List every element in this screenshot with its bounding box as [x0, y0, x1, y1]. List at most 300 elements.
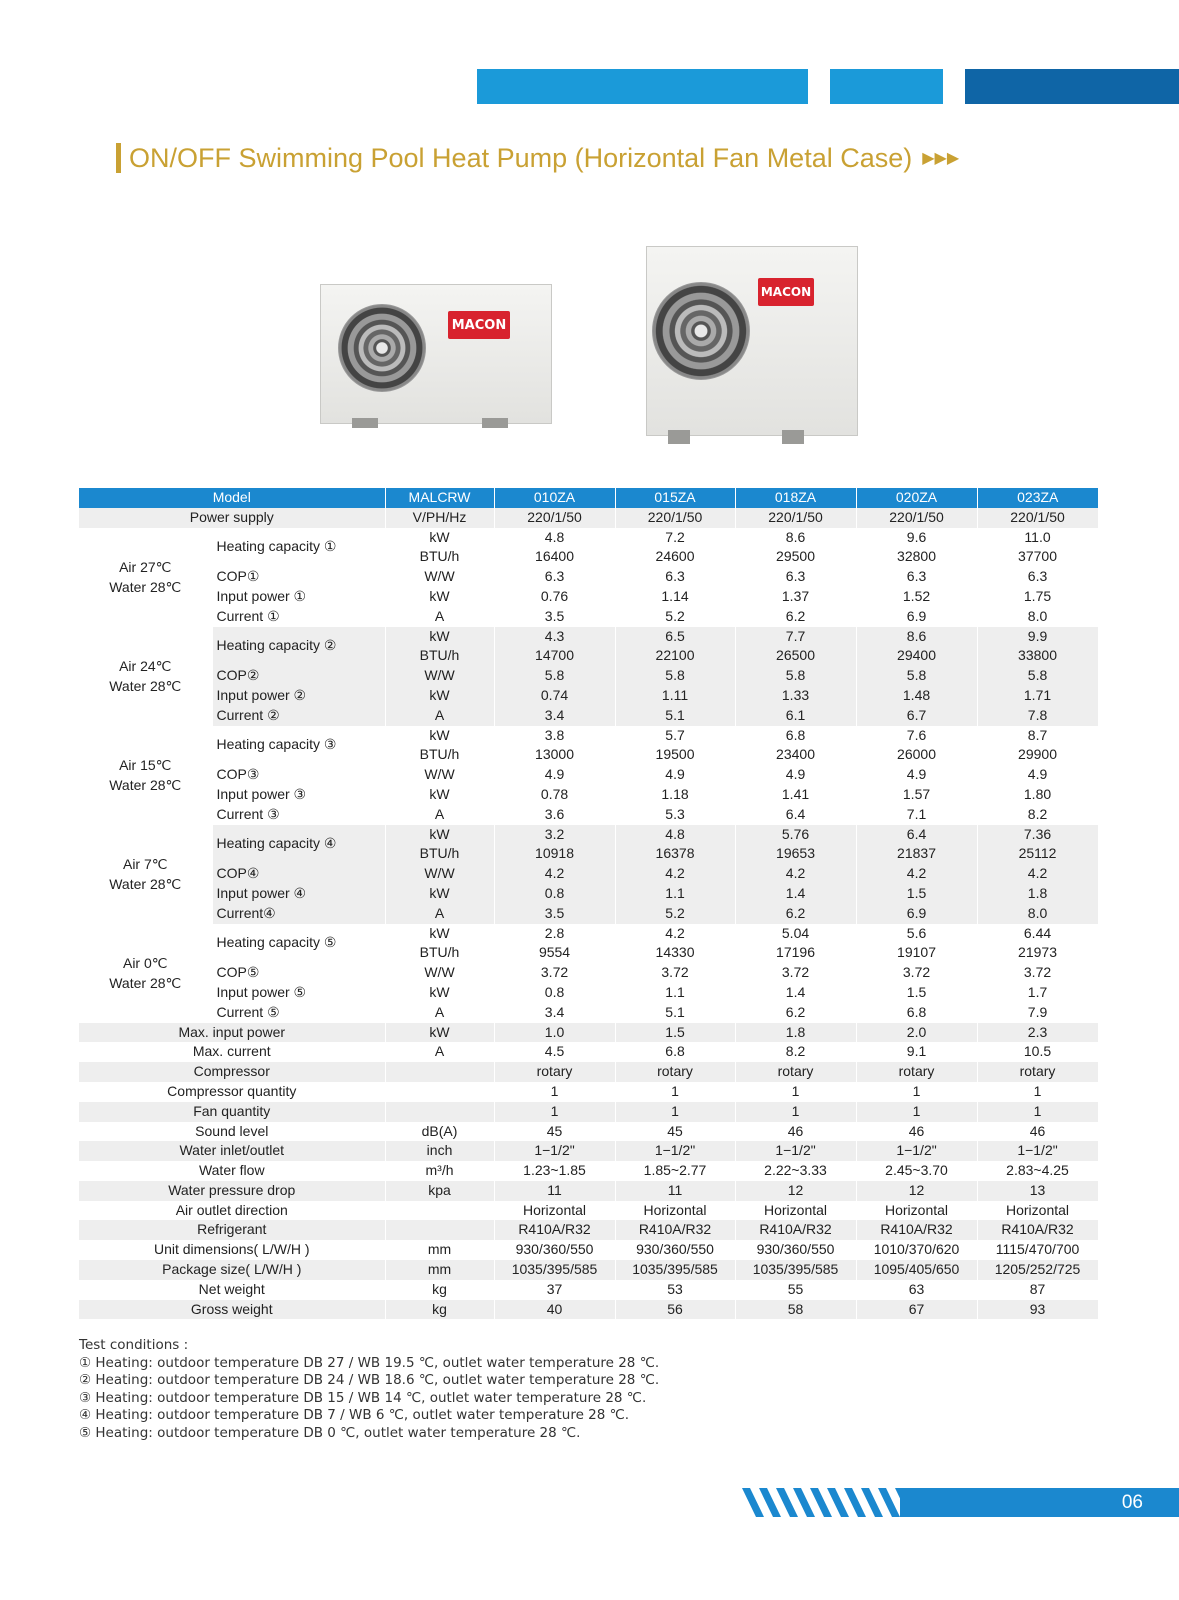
table-cell: 6.8	[856, 1003, 977, 1023]
table-cell: 6.8	[615, 1042, 735, 1062]
row-label: Max. current	[79, 1042, 385, 1062]
table-cell: 2.83~4.25	[977, 1161, 1098, 1181]
note-line: ④ Heating: outdoor temperature DB 7 / WB 6 ℃, outlet water temperature 28 ℃.	[79, 1407, 630, 1424]
table-cell: 3.8	[494, 726, 615, 746]
table-cell: 1.18	[615, 785, 735, 805]
table-cell: 14700	[494, 646, 615, 666]
header-model: Model	[79, 488, 385, 508]
table-cell: 8.6	[856, 627, 977, 647]
table-cell: 6.3	[735, 567, 856, 587]
table-cell: 6.2	[735, 607, 856, 627]
row-unit: W/W	[385, 963, 494, 983]
table-cell: 0.8	[494, 983, 615, 1003]
table-cell: 8.0	[977, 904, 1098, 924]
table-cell: 40	[494, 1300, 615, 1320]
item-label: COP④	[212, 864, 385, 884]
table-cell: 4.9	[856, 765, 977, 785]
table-cell: 4.3	[494, 627, 615, 647]
row-unit: A	[385, 706, 494, 726]
table-cell: 12	[856, 1181, 977, 1201]
page-number-bar	[900, 1488, 1179, 1517]
table-row	[79, 607, 1098, 627]
table-cell: 26500	[735, 646, 856, 666]
table-row	[79, 627, 1098, 647]
table-cell: 220/1/50	[977, 508, 1098, 528]
row-unit: kW	[385, 785, 494, 805]
title-arrows-icon: ▶▶▶	[922, 150, 960, 167]
table-cell: 1035/395/585	[615, 1260, 735, 1280]
table-row	[79, 904, 1098, 924]
table-cell: 3.5	[494, 904, 615, 924]
table-cell: 1.75	[977, 587, 1098, 607]
condition-cell	[79, 924, 212, 1023]
table-cell: Horizontal	[856, 1201, 977, 1221]
table-cell: 5.8	[856, 666, 977, 686]
row-label: Water flow	[79, 1161, 385, 1181]
table-cell: 3.72	[615, 963, 735, 983]
item-label: Input power ①	[212, 587, 385, 607]
table-cell: 1−1/2"	[977, 1141, 1098, 1161]
row-unit: kW	[385, 686, 494, 706]
table-row	[79, 1240, 1098, 1260]
table-cell: 9.1	[856, 1042, 977, 1062]
row-unit: W/W	[385, 864, 494, 884]
condition-air: Air 24℃	[119, 658, 172, 675]
row-unit: kpa	[385, 1181, 494, 1201]
row-label: Power supply	[79, 508, 385, 528]
table-cell: 46	[856, 1122, 977, 1142]
table-cell: 1.5	[856, 884, 977, 904]
table-cell: 5.8	[977, 666, 1098, 686]
table-cell: 25112	[977, 844, 1098, 864]
table-cell: rotary	[977, 1062, 1098, 1082]
table-cell: 1.48	[856, 686, 977, 706]
table-cell: 1.4	[735, 983, 856, 1003]
table-cell: 220/1/50	[615, 508, 735, 528]
table-cell: 17196	[735, 943, 856, 963]
table-cell: 1	[494, 1102, 615, 1122]
table-cell: 26000	[856, 745, 977, 765]
row-unit: A	[385, 607, 494, 627]
table-cell: 7.2	[615, 528, 735, 548]
table-row	[79, 1122, 1098, 1142]
row-unit: BTU/h	[385, 943, 494, 963]
row-unit: kg	[385, 1300, 494, 1320]
row-unit	[385, 1102, 494, 1122]
table-cell: 1	[735, 1082, 856, 1102]
table-row	[79, 567, 1098, 587]
table-row	[79, 1161, 1098, 1181]
row-label: Net weight	[79, 1280, 385, 1300]
row-unit: kW	[385, 884, 494, 904]
header-015za: 015ZA	[615, 488, 735, 508]
fan-grille-icon	[652, 282, 750, 380]
item-label: Input power ③	[212, 785, 385, 805]
table-cell: 8.6	[735, 528, 856, 548]
condition-cell	[79, 726, 212, 825]
condition-water: Water 28℃	[109, 777, 182, 794]
table-cell: 1205/252/725	[977, 1260, 1098, 1280]
table-cell: 1.7	[977, 983, 1098, 1003]
table-cell: 9554	[494, 943, 615, 963]
table-cell: 5.2	[615, 607, 735, 627]
item-label: COP⑤	[212, 963, 385, 983]
table-cell: 2.3	[977, 1023, 1098, 1043]
table-cell: 5.8	[494, 666, 615, 686]
row-unit: BTU/h	[385, 646, 494, 666]
table-cell: 220/1/50	[856, 508, 977, 528]
table-cell: 11	[494, 1181, 615, 1201]
condition-water: Water 28℃	[109, 876, 182, 893]
table-cell: 37	[494, 1280, 615, 1300]
table-cell: 4.9	[615, 765, 735, 785]
item-label: Input power ④	[212, 884, 385, 904]
condition-air: Air 27℃	[119, 559, 172, 576]
table-row	[79, 1220, 1098, 1240]
row-unit: inch	[385, 1141, 494, 1161]
table-cell: 7.6	[856, 726, 977, 746]
row-label: Unit dimensions( L/W/H )	[79, 1240, 385, 1260]
table-cell: 3.72	[856, 963, 977, 983]
header-023za: 023ZA	[977, 488, 1098, 508]
condition-air: Air 7℃	[122, 856, 168, 873]
table-cell: 19500	[615, 745, 735, 765]
table-cell: 32800	[856, 547, 977, 567]
table-cell: R410A/R32	[615, 1220, 735, 1240]
table-cell: 1	[977, 1082, 1098, 1102]
table-cell: R410A/R32	[494, 1220, 615, 1240]
table-cell: 1.33	[735, 686, 856, 706]
table-cell: 63	[856, 1280, 977, 1300]
table-cell: 6.2	[735, 904, 856, 924]
row-unit: kW	[385, 627, 494, 647]
page-title	[116, 142, 959, 174]
table-cell: rotary	[856, 1062, 977, 1082]
table-cell: 1.14	[615, 587, 735, 607]
table-cell: Horizontal	[977, 1201, 1098, 1221]
table-cell: 8.2	[735, 1042, 856, 1062]
table-cell: 4.8	[615, 825, 735, 845]
table-cell: 5.76	[735, 825, 856, 845]
table-cell: 53	[615, 1280, 735, 1300]
row-label: Air outlet direction	[79, 1201, 385, 1221]
table-cell: 67	[856, 1300, 977, 1320]
table-cell: 6.5	[615, 627, 735, 647]
row-unit: A	[385, 1042, 494, 1062]
table-row	[79, 666, 1098, 686]
table-cell: Horizontal	[735, 1201, 856, 1221]
table-cell: 6.3	[615, 567, 735, 587]
table-cell: 87	[977, 1280, 1098, 1300]
table-cell: 6.1	[735, 706, 856, 726]
table-cell: 4.9	[494, 765, 615, 785]
table-cell: 6.9	[856, 904, 977, 924]
brand-badge: MACON	[758, 278, 814, 306]
table-row	[79, 726, 1098, 746]
table-cell: 1	[494, 1082, 615, 1102]
row-unit: BTU/h	[385, 745, 494, 765]
table-cell: 2.0	[856, 1023, 977, 1043]
table-cell: 0.74	[494, 686, 615, 706]
row-label: Refrigerant	[79, 1220, 385, 1240]
table-cell: 5.1	[615, 1003, 735, 1023]
row-unit: dB(A)	[385, 1122, 494, 1142]
item-label: Heating capacity ④	[212, 825, 385, 865]
header-bar-middle	[830, 69, 943, 104]
table-cell: Horizontal	[494, 1201, 615, 1221]
row-unit	[385, 1062, 494, 1082]
table-cell: 5.3	[615, 805, 735, 825]
table-cell: rotary	[615, 1062, 735, 1082]
table-cell: 1−1/2"	[856, 1141, 977, 1161]
table-row	[79, 1082, 1098, 1102]
table-cell: 5.8	[615, 666, 735, 686]
table-cell: 4.9	[977, 765, 1098, 785]
table-cell: 9.9	[977, 627, 1098, 647]
table-cell: 930/360/550	[615, 1240, 735, 1260]
table-cell: 16378	[615, 844, 735, 864]
table-row	[79, 686, 1098, 706]
item-label: COP③	[212, 765, 385, 785]
table-cell: 13000	[494, 745, 615, 765]
row-unit: mm	[385, 1260, 494, 1280]
table-cell: 46	[735, 1122, 856, 1142]
row-unit: BTU/h	[385, 844, 494, 864]
table-cell: 1.8	[977, 884, 1098, 904]
product-image-horizontal-unit	[320, 284, 552, 444]
table-row	[79, 864, 1098, 884]
table-cell: 1.1	[615, 884, 735, 904]
row-label: Compressor quantity	[79, 1082, 385, 1102]
table-cell: 3.5	[494, 607, 615, 627]
header-series: MALCRW	[385, 488, 494, 508]
table-cell: 3.72	[494, 963, 615, 983]
row-unit: W/W	[385, 666, 494, 686]
table-cell: 11	[615, 1181, 735, 1201]
table-row	[79, 587, 1098, 607]
table-cell: 7.1	[856, 805, 977, 825]
table-cell: 9.6	[856, 528, 977, 548]
table-cell: Horizontal	[615, 1201, 735, 1221]
table-cell: 1.37	[735, 587, 856, 607]
table-cell: 3.72	[735, 963, 856, 983]
table-row	[79, 785, 1098, 805]
table-cell: 1.85~2.77	[615, 1161, 735, 1181]
condition-air: Air 15℃	[119, 757, 172, 774]
item-label: Heating capacity ②	[212, 627, 385, 667]
row-label: Compressor	[79, 1062, 385, 1082]
item-label: Input power ⑤	[212, 983, 385, 1003]
condition-water: Water 28℃	[109, 678, 182, 695]
table-row	[79, 963, 1098, 983]
table-cell: 6.4	[856, 825, 977, 845]
table-cell: 1.4	[735, 884, 856, 904]
table-cell: 1	[615, 1082, 735, 1102]
table-cell: 930/360/550	[735, 1240, 856, 1260]
table-row	[79, 765, 1098, 785]
table-cell: 11.0	[977, 528, 1098, 548]
table-cell: 7.9	[977, 1003, 1098, 1023]
header-bar-right	[965, 69, 1179, 104]
table-cell: R410A/R32	[977, 1220, 1098, 1240]
row-unit: kW	[385, 983, 494, 1003]
table-cell: 0.76	[494, 587, 615, 607]
row-unit: mm	[385, 1240, 494, 1260]
table-cell: 1.11	[615, 686, 735, 706]
table-cell: 1.23~1.85	[494, 1161, 615, 1181]
note-line: ② Heating: outdoor temperature DB 24 / WB 18.6 ℃, outlet water temperature 28 ℃.	[79, 1372, 660, 1389]
table-row	[79, 884, 1098, 904]
header-018za: 018ZA	[735, 488, 856, 508]
table-cell: 1.41	[735, 785, 856, 805]
note-line: ⑤ Heating: outdoor temperature DB 0 ℃, outlet water temperature 28 ℃.	[79, 1424, 581, 1441]
table-cell: 1035/395/585	[494, 1260, 615, 1280]
table-cell: 7.8	[977, 706, 1098, 726]
table-cell: 1.1	[615, 983, 735, 1003]
table-cell: 8.0	[977, 607, 1098, 627]
table-cell: 7.36	[977, 825, 1098, 845]
table-cell: 5.6	[856, 924, 977, 944]
table-row	[79, 1201, 1098, 1221]
row-unit: A	[385, 904, 494, 924]
table-row	[79, 1260, 1098, 1280]
table-row	[79, 1280, 1098, 1300]
table-cell: 55	[735, 1280, 856, 1300]
table-cell: 4.9	[735, 765, 856, 785]
page-number: 06	[1121, 1492, 1143, 1513]
row-unit: kW	[385, 587, 494, 607]
spec-table	[79, 488, 1099, 1319]
table-row	[79, 1003, 1098, 1023]
table-cell: 45	[494, 1122, 615, 1142]
table-cell: 1115/470/700	[977, 1240, 1098, 1260]
table-cell: 5.7	[615, 726, 735, 746]
table-cell: 4.2	[977, 864, 1098, 884]
table-cell: 5.8	[735, 666, 856, 686]
decorative-stripes	[742, 1488, 922, 1517]
table-cell: 45	[615, 1122, 735, 1142]
table-row	[79, 983, 1098, 1003]
title-accent-bar	[116, 143, 121, 173]
table-cell: 8.2	[977, 805, 1098, 825]
product-image-vertical-unit	[646, 246, 858, 446]
table-cell: 21837	[856, 844, 977, 864]
table-cell: 1−1/2"	[615, 1141, 735, 1161]
table-cell: 930/360/550	[494, 1240, 615, 1260]
table-cell: 24600	[615, 547, 735, 567]
table-cell: 4.2	[494, 864, 615, 884]
table-cell: 1.0	[494, 1023, 615, 1043]
row-label: Max. input power	[79, 1023, 385, 1043]
table-cell: 12	[735, 1181, 856, 1201]
table-cell: 19653	[735, 844, 856, 864]
table-cell: 6.9	[856, 607, 977, 627]
table-cell: 5.2	[615, 904, 735, 924]
row-unit: A	[385, 805, 494, 825]
table-cell: 14330	[615, 943, 735, 963]
row-unit: W/W	[385, 765, 494, 785]
table-cell: 7.7	[735, 627, 856, 647]
table-cell: 220/1/50	[494, 508, 615, 528]
title-text: ON/OFF Swimming Pool Heat Pump (Horizontal Fan Metal Case)	[129, 142, 913, 173]
table-cell: 8.7	[977, 726, 1098, 746]
row-unit: m³/h	[385, 1161, 494, 1181]
table-cell: 1−1/2"	[735, 1141, 856, 1161]
table-row	[79, 924, 1098, 944]
item-label: COP①	[212, 567, 385, 587]
table-cell: 6.4	[735, 805, 856, 825]
condition-water: Water 28℃	[109, 579, 182, 596]
table-row	[79, 1102, 1098, 1122]
row-unit: kW	[385, 1023, 494, 1043]
table-cell: 10.5	[977, 1042, 1098, 1062]
table-cell: rotary	[494, 1062, 615, 1082]
table-cell: 5.04	[735, 924, 856, 944]
item-label: Heating capacity ①	[212, 528, 385, 568]
table-cell: 1095/405/650	[856, 1260, 977, 1280]
table-row	[79, 1300, 1098, 1320]
table-cell: 2.45~3.70	[856, 1161, 977, 1181]
row-unit: A	[385, 1003, 494, 1023]
table-cell: 22100	[615, 646, 735, 666]
condition-cell	[79, 528, 212, 627]
item-label: Input power ②	[212, 686, 385, 706]
table-cell: 33800	[977, 646, 1098, 666]
row-unit: kW	[385, 924, 494, 944]
row-unit	[385, 1201, 494, 1221]
table-cell: 3.4	[494, 1003, 615, 1023]
item-label: Current ①	[212, 607, 385, 627]
notes-heading: Test conditions :	[79, 1337, 189, 1353]
header-bar-left	[477, 69, 808, 104]
table-cell: 1.57	[856, 785, 977, 805]
fan-grille-icon	[338, 304, 426, 392]
header-020za: 020ZA	[856, 488, 977, 508]
table-cell: 1	[735, 1102, 856, 1122]
table-row	[79, 1062, 1098, 1082]
table-cell: 1	[977, 1102, 1098, 1122]
table-cell: 21973	[977, 943, 1098, 963]
item-label: Heating capacity ③	[212, 726, 385, 766]
table-cell: 56	[615, 1300, 735, 1320]
table-row	[79, 805, 1098, 825]
table-row	[79, 706, 1098, 726]
row-label: Package size( L/W/H )	[79, 1260, 385, 1280]
header-010za: 010ZA	[494, 488, 615, 508]
table-cell: 6.8	[735, 726, 856, 746]
table-cell: 29900	[977, 745, 1098, 765]
table-cell: R410A/R32	[856, 1220, 977, 1240]
table-cell: 1035/395/585	[735, 1260, 856, 1280]
table-cell: 4.2	[615, 924, 735, 944]
row-unit	[385, 1082, 494, 1102]
table-cell: 3.2	[494, 825, 615, 845]
table-cell: 1.8	[735, 1023, 856, 1043]
table-row	[79, 1141, 1098, 1161]
item-label: Current ③	[212, 805, 385, 825]
row-unit: W/W	[385, 567, 494, 587]
row-unit: kW	[385, 726, 494, 746]
table-row	[79, 1042, 1098, 1062]
table-cell: 23400	[735, 745, 856, 765]
table-cell: 0.8	[494, 884, 615, 904]
table-row	[79, 1181, 1098, 1201]
row-label: Water pressure drop	[79, 1181, 385, 1201]
note-line: ③ Heating: outdoor temperature DB 15 / WB 14 ℃, outlet water temperature 28 ℃.	[79, 1389, 647, 1406]
row-unit: kg	[385, 1280, 494, 1300]
table-cell: 2.22~3.33	[735, 1161, 856, 1181]
condition-cell	[79, 825, 212, 924]
